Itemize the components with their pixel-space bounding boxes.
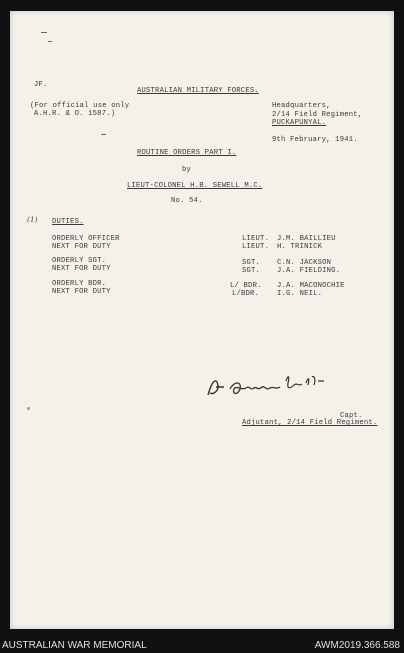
pen-mark: [41, 32, 47, 33]
signatory-rank: Capt.: [340, 412, 363, 420]
duty-role: ORDERLY OFFICER: [52, 235, 120, 243]
document-page: [10, 11, 394, 629]
duty-name: J.M. BAILLIEU: [277, 235, 336, 243]
duty-name: J.A. MACONOCHIE: [277, 282, 345, 290]
orders-by: by: [182, 166, 192, 174]
duty-name: I.G. NEIL.: [277, 290, 323, 298]
section-title: DUTIES.: [52, 218, 84, 226]
duty-role: NEXT FOR DUTY: [52, 288, 111, 296]
official-use-line-2: A.H.R. & O. 1587.): [34, 110, 116, 118]
duty-rank: SGT.: [242, 267, 261, 275]
orders-title: ROUTINE ORDERS PART I.: [137, 149, 237, 157]
footer-right: AWM2019.366.588: [314, 640, 400, 651]
duty-rank: SGT.: [242, 259, 261, 267]
pen-mark: [101, 134, 106, 135]
signatory-title: [242, 419, 377, 428]
official-use-line-1: (For official use only: [30, 102, 130, 110]
file-ref: JF.: [34, 81, 48, 89]
commander-name: LIEUT-COLONEL H.B. SEWELL M.C.: [127, 182, 263, 190]
handwritten-signature: [204, 371, 334, 401]
duty-rank: LIEUT.: [242, 235, 270, 243]
footer-left: AUSTRALIAN WAR MEMORIAL: [2, 640, 147, 651]
duty-name: C.N. JACKSON: [277, 259, 332, 267]
order-number: No. 54.: [171, 197, 203, 205]
hq-line-2: 2/14 Field Regiment,: [272, 111, 363, 119]
hq-line-3: PUCKAPUNYAL.: [272, 119, 327, 127]
duty-role: NEXT FOR DUTY: [52, 265, 111, 273]
document-date: 9th February, 1941.: [272, 136, 358, 144]
duty-role: NEXT FOR DUTY: [52, 243, 111, 251]
duty-role: ORDERLY BDR.: [52, 280, 107, 288]
pen-mark: [48, 41, 52, 42]
pen-mark: [27, 407, 30, 410]
duty-role: ORDERLY SGT.: [52, 257, 107, 265]
duty-rank: L/BDR.: [232, 290, 260, 298]
duty-rank: L/ BDR.: [230, 282, 262, 290]
hq-line-1: Headquarters,: [272, 102, 331, 110]
section-number: (1): [27, 215, 38, 224]
duty-name: J.A. FIELDING.: [277, 267, 341, 275]
document-title: AUSTRALIAN MILITARY FORCES.: [137, 87, 259, 95]
duty-rank: LIEUT.: [242, 243, 270, 251]
duty-name: H. TRINICK: [277, 243, 323, 251]
signatory-title-text: Adjutant, 2/14 Field Regiment.: [242, 419, 378, 427]
